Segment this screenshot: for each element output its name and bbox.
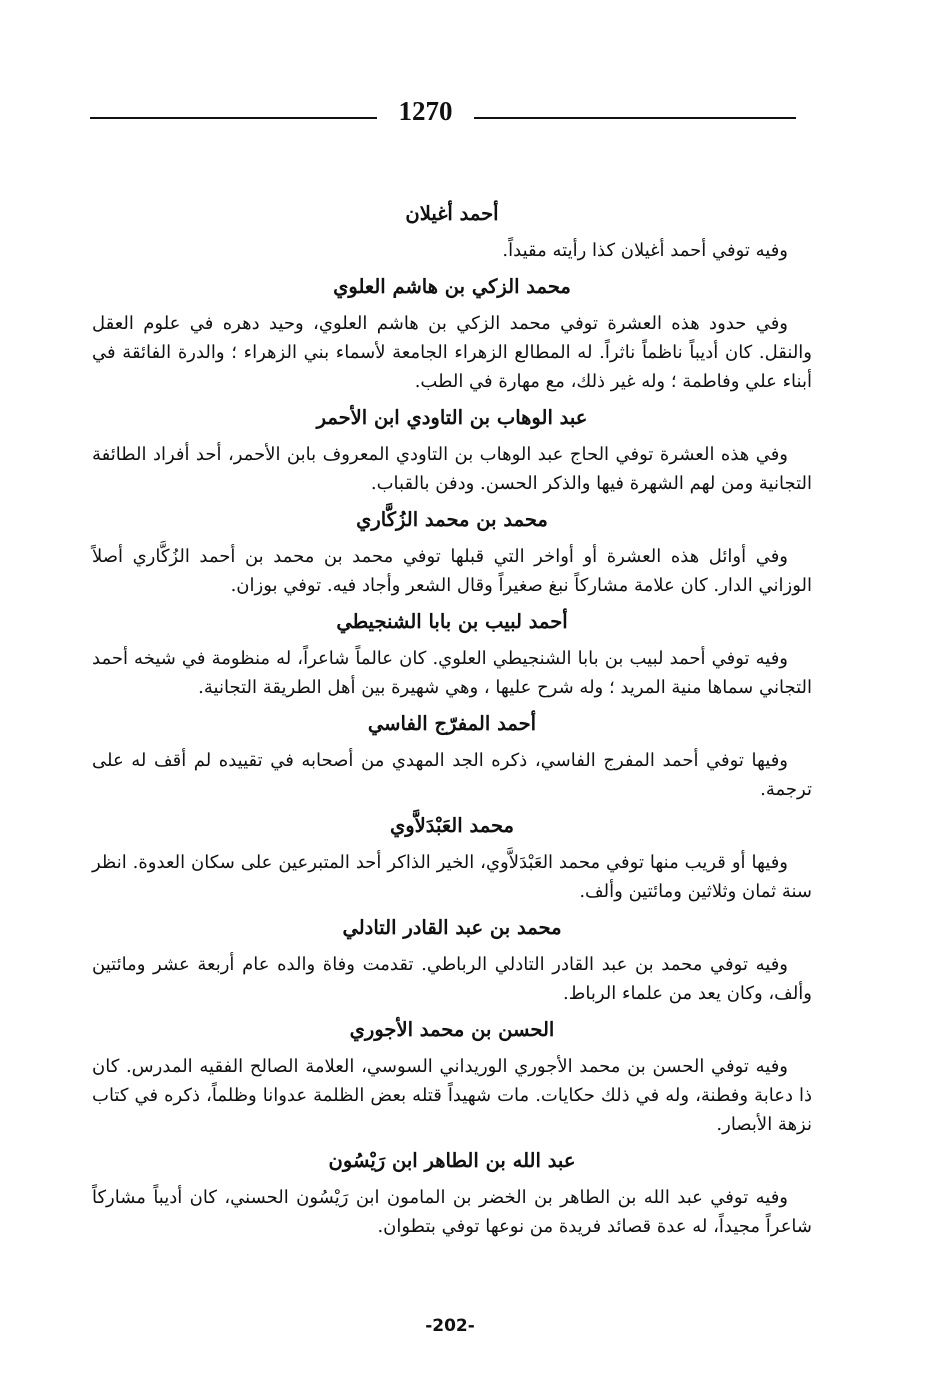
header-rule-left	[90, 117, 377, 119]
entry-text: وفيه توفي أحمد لبيب بن بابا الشنجيطي العلوي. كان عالماً شاعراً، له منظومة في شيخه أحمد التجاني سماها منية المريد ؛ وله شرح عليها ، وهي شهيرة بين أهل الطريقة التجانية.	[92, 648, 812, 698]
biography-entry	[92, 710, 812, 804]
entry-title: محمد الزكي بن هاشم العلوي	[333, 275, 571, 298]
page-number-top: 1270	[398, 96, 453, 126]
biography-entry	[92, 1147, 812, 1241]
entry-text: وفيها توفي أحمد المفرج الفاسي، ذكره الجد المهدي من أصحابه في تقييده لم أقف له على ترجمة.	[92, 750, 812, 800]
biography-entry	[92, 273, 812, 396]
biography-entry	[92, 404, 812, 498]
entry-title: محمد بن عبد القادر التادلي	[342, 916, 562, 939]
biography-entry	[92, 914, 812, 1008]
entry-title: محمد العَبْدَلاَّوي	[389, 814, 515, 837]
entry-text: وفيه توفي عبد الله بن الطاهر بن الخضر بن المامون ابن رَيْسُون الحسني، كان أديباً مشاركاً شاعراً مجيداً، له عدة قصائد فريدة من نوعها توفي بتطوان.	[92, 1187, 812, 1237]
entry-text: وفيه توفي أحمد أغيلان كذا رأيته مقيداً.	[502, 240, 788, 261]
entry-title: عبد الوهاب بن التاودي ابن الأحمر	[316, 406, 588, 429]
entry-text: وفيها أو قريب منها توفي محمد العَبْدَلاَّوي، الخير الذاكر أحد المتبرعين على سكان العدوة. انظر سنة ثمان وثلاثين ومائتين وألف.	[92, 852, 812, 902]
biography-entry	[92, 608, 812, 702]
page-number-bottom: -202-	[425, 1316, 475, 1336]
entry-text: وفي هذه العشرة توفي الحاج عبد الوهاب بن التاودي المعروف بابن الأحمر، أحد أفراد الطائفة التجانية ومن لهم الشهرة فيها والذكر الحسن. ودفن بالقباب.	[92, 444, 812, 494]
entry-title: محمد بن محمد الزُكَّاري	[356, 508, 548, 531]
biography-entry	[92, 200, 812, 265]
header-rule-right	[474, 117, 796, 119]
entry-title: أحمد لبيب بن بابا الشنجيطي	[336, 610, 568, 633]
biography-entry	[92, 506, 812, 600]
body-text	[92, 200, 812, 1249]
entry-text: وفيه توفي محمد بن عبد القادر التادلي الرباطي. تقدمت وفاة والده عام أربعة عشر ومائتين وألف، وكان يعد من علماء الرباط.	[92, 954, 812, 1004]
entry-title: أحمد أغيلان	[405, 202, 499, 225]
entry-title: الحسن بن محمد الأجوري	[349, 1018, 555, 1041]
entry-text: وفيه توفي الحسن بن محمد الأجوري الوريداني السوسي، العلامة الصالح الفقيه المدرس. كان ذا دعابة وفطنة، وله في ذلك حكايات. مات شهيداً قتله بعض الظلمة عدوانا وظلماً، ذكره في كتاب نزهة الأبصار.	[92, 1056, 812, 1135]
entry-title: عبد الله بن الطاهر ابن رَيْسُون	[328, 1149, 576, 1172]
entry-title: أحمد المفرّج الفاسي	[367, 712, 537, 735]
biography-entry	[92, 812, 812, 906]
entry-text: وفي أوائل هذه العشرة أو أواخر التي قبلها توفي محمد بن محمد بن أحمد الزُكَّاري أصلاً الوزاني الدار. كان علامة مشاركاً نبغ صغيراً وقال الشعر وأجاد فيه. توفي بوزان.	[92, 546, 812, 596]
biography-entry	[92, 1016, 812, 1139]
entry-text: وفي حدود هذه العشرة توفي محمد الزكي بن هاشم العلوي، وحيد دهره في علوم العقل والنقل. كان أديباً ناظماً ناثراً. له المطالع الزهراء الجامعة لأسماء بني الزهراء ؛ والدرة الفائقة في أبناء علي وفاطمة ؛ وله غير ذلك، مع مهارة في الطب.	[92, 313, 812, 392]
